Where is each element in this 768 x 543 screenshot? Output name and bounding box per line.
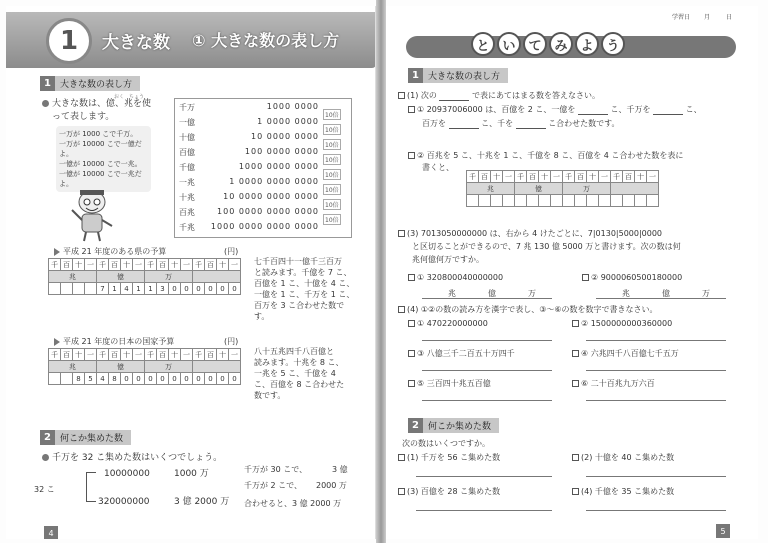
lesson-title: ① 大きな数の表し方 — [192, 31, 340, 50]
answer-line[interactable] — [416, 510, 552, 511]
tenfold-label: 10倍 — [323, 169, 341, 180]
question-3-line-2: と区切ることができるので、7 兆 130 億 5000 万と書けます。次の数は何 — [412, 242, 681, 251]
checkbox[interactable] — [398, 306, 405, 313]
result-number: 320000000 — [98, 497, 150, 507]
answer-blank[interactable] — [653, 106, 683, 115]
checkbox[interactable] — [408, 106, 415, 113]
question-4-4: ④ 六兆四千八百億七千五万 — [572, 348, 679, 359]
question-4-5: ⑤ 三百四十兆五百億 — [408, 378, 491, 389]
unit-label: 億 — [662, 289, 670, 298]
question-5-1: (1) 千万を 56 こ集めた数 — [398, 452, 500, 463]
question-3-2: ② 9000060500180000 — [582, 272, 682, 283]
question-1-2-cont: 書くと、 — [422, 163, 454, 172]
answer-line[interactable] — [586, 510, 726, 511]
question-1-lead: (1) 次の で表にあてはまる数を答えなさい。 — [398, 90, 600, 101]
unit-label: 億 — [488, 289, 496, 298]
example-2-grid: 千 百 十 一 千 百 十 一 千 百 十 一 千 百 十 一 兆 億 万 8 5 4 8 0 0 0 0 0 0 0 0 0 0 — [48, 348, 241, 385]
example-2-unit: (円) — [224, 337, 239, 346]
question-4-3: ③ 八億三千二百五十万四千 — [408, 348, 515, 359]
question-3-line-3: 兆何億何万ですか。 — [412, 255, 484, 264]
result-value: 3 億 2000 万 — [174, 497, 230, 507]
tenfold-label: 10倍 — [323, 199, 341, 210]
section-number: 1 — [40, 76, 55, 91]
checkbox[interactable] — [398, 92, 405, 99]
checkbox[interactable] — [408, 350, 415, 357]
checkbox[interactable] — [572, 380, 579, 387]
question-4-1: ① 470220000000 — [408, 318, 488, 329]
answer-blank[interactable] — [516, 120, 546, 129]
answer-line[interactable] — [416, 476, 552, 477]
bullet-icon — [42, 454, 49, 461]
triangle-icon — [54, 248, 60, 256]
tenfold-label: 10倍 — [323, 109, 341, 120]
example-1-unit: (円) — [224, 247, 239, 256]
explain-3: 合わせると、3 億 2000 万 — [244, 499, 342, 508]
right-section-2-tag — [408, 418, 499, 433]
book-gutter — [376, 0, 386, 543]
question-5-4: (4) 千億を 35 こ集めた数 — [572, 486, 674, 497]
question-5-lead: 次の数はいくつですか。 — [402, 439, 490, 448]
tenfold-label: 10倍 — [323, 139, 341, 150]
bullet-icon — [42, 100, 49, 107]
explain-1: 千万が 30 こで、 — [244, 465, 308, 474]
answer-line[interactable] — [586, 370, 726, 371]
ten-million-value: 1000 万 — [174, 469, 209, 479]
try-it-banner — [471, 32, 625, 62]
explain-1-value: 3 億 — [332, 465, 348, 474]
banner-char: よ — [575, 32, 599, 56]
banner-char: み — [549, 32, 573, 56]
checkbox[interactable] — [408, 274, 415, 281]
example-1-title: 平成 21 年度のある県の予算 — [54, 246, 166, 257]
banner-char: い — [497, 32, 521, 56]
day-label: 日 — [726, 14, 733, 21]
banner-char: て — [523, 32, 547, 56]
checkbox[interactable] — [398, 454, 405, 461]
count-label: 32 こ — [34, 485, 55, 494]
example-1-grid: 千 百 十 一 千 百 十 一 千 百 十 一 千 百 十 一 兆 億 万 7 1 4 1 1 3 0 0 0 0 0 0 — [48, 258, 241, 295]
right-page — [386, 6, 758, 539]
example-2-title: 平成 21 年度の日本の国家予算 — [54, 336, 174, 347]
checkbox[interactable] — [572, 488, 579, 495]
section-label: 何こか集めた数 — [428, 422, 492, 432]
unit-label: 兆 — [622, 289, 630, 298]
intro-line-1: 大きな数は、億、兆を使 — [42, 98, 151, 110]
note-line: 一億が 10000 こで一兆だよ。 — [59, 170, 142, 188]
answer-grid: 千 百 十 一 千 百 十 一 千 百 十 一 千 百 十 一 兆 億 万 — [466, 170, 659, 207]
checkbox[interactable] — [572, 350, 579, 357]
note-line: 一億が 10000 こで一兆。 — [59, 160, 142, 168]
answer-blank[interactable] — [439, 92, 469, 101]
checkbox[interactable] — [572, 320, 579, 327]
section-2-tag — [40, 430, 131, 445]
unit-label: 万 — [528, 289, 536, 298]
checkbox[interactable] — [398, 488, 405, 495]
checkbox[interactable] — [408, 152, 415, 159]
ruby-text: おく ちょう — [114, 94, 145, 100]
checkbox[interactable] — [572, 454, 579, 461]
section-label: 大きな数の表し方 — [428, 72, 501, 82]
example-2-explanation: 八十五兆四千八百億と 読みます。十兆を 8 こ、 一兆を 5 こ、千億を 4 こ、百億を 8 こ合わせた 数です。 — [254, 347, 345, 400]
section-label: 大きな数の表し方 — [60, 80, 133, 90]
question-1-1: ① 20937006000 は、百億を 2 こ、一億を こ、千万を こ、 — [408, 104, 702, 115]
month-label: 月 — [704, 14, 711, 21]
banner-char: と — [471, 32, 495, 56]
note-box — [56, 126, 151, 192]
checkbox[interactable] — [398, 230, 405, 237]
question-3: (3) 7013050000000 は、右から 4 けたごとに、7|0130|5000|0000 — [398, 228, 662, 239]
question-4: (4) ①②の数の読み方を漢字で表し、③～⑥の数を数字で書きなさい。 — [398, 304, 658, 315]
unit-label: 万 — [702, 289, 710, 298]
unit-label: 兆 — [448, 289, 456, 298]
question-4-2: ② 1500000000360000 — [572, 318, 672, 329]
right-section-1-tag — [408, 68, 508, 83]
question-3-1: ① 320800040000000 — [408, 272, 503, 283]
question-5-2: (2) 十億を 40 こ集めた数 — [572, 452, 674, 463]
chapter-number: 1 — [46, 18, 92, 64]
note-line: 一万が 1000 こで千万。 — [59, 130, 138, 138]
ten-million-number: 10000000 — [104, 469, 150, 479]
page-number: 4 — [44, 526, 58, 539]
answer-line[interactable] — [422, 400, 552, 401]
question-1-2: ② 百兆を 5 こ、十兆を 1 こ、千億を 8 こ、百億を 4 こ合わせた数を表に — [408, 150, 683, 161]
section-number: 2 — [408, 418, 423, 433]
section-1-tag — [40, 76, 140, 91]
explain-2-value: 2000 万 — [316, 481, 347, 490]
date-label: 学習日 — [672, 14, 691, 21]
tenfold-label: 10倍 — [323, 124, 341, 135]
question-2-text: 千万を 32 こ集めた数はいくつでしょう。 — [42, 452, 222, 464]
note-line: 一万が 10000 こで一億だよ。 — [59, 140, 142, 158]
section-number: 2 — [40, 430, 55, 445]
tenfold-label: 10倍 — [323, 154, 341, 165]
answer-line[interactable] — [422, 370, 552, 371]
mascot-illustration — [66, 186, 118, 242]
tenfold-label: 10倍 — [323, 184, 341, 195]
answer-blank[interactable] — [449, 120, 479, 129]
banner-char: う — [601, 32, 625, 56]
answer-line[interactable] — [422, 340, 552, 341]
intro-line-2: って表します。 — [52, 112, 115, 122]
answer-blank[interactable] — [578, 106, 608, 115]
page-number: 5 — [716, 524, 730, 538]
checkbox[interactable] — [408, 380, 415, 387]
answer-line[interactable] — [586, 340, 726, 341]
left-page — [6, 6, 376, 539]
section-number: 1 — [408, 68, 423, 83]
question-4-6: ⑥ 二十百兆九万六百 — [572, 378, 655, 389]
explain-2: 千万が 2 こで、 — [244, 481, 303, 490]
bracket-line — [86, 472, 96, 502]
example-1-explanation: 七千百四十一億千三百万 と読みます。千億を 7 こ、 百億を 1 こ、十億を 4 こ、 一億を 1 こ、千万を 1 こ、 百万を 3 こ合わせた数で す。 — [254, 257, 355, 321]
section-label: 何こか集めた数 — [60, 434, 124, 444]
tenfold-label: 10倍 — [323, 214, 341, 225]
triangle-icon — [54, 338, 60, 346]
checkbox[interactable] — [582, 274, 589, 281]
place-value-table: 千万 1000 0000 一億 1 0000 0000 十億 10 0000 0000 百億 100 0000 0000 千億 1000 0000 0000 一兆 1 0000 0000 0000 十兆 10 0000 0000 0000 百兆 100 0000 0000 0000 千兆 1000 0000 0000 0000 10倍 10倍 10倍 10倍 10倍 10倍 10倍 10倍 — [174, 98, 352, 238]
question-1-1-cont: 百万を こ、千を こ合わせた数です。 — [422, 119, 620, 128]
question-5-3: (3) 百億を 28 こ集めた数 — [398, 486, 500, 497]
checkbox[interactable] — [408, 320, 415, 327]
answer-line[interactable] — [586, 400, 726, 401]
answer-line[interactable] — [586, 476, 726, 477]
chapter-title: 大きな数 — [102, 33, 170, 53]
